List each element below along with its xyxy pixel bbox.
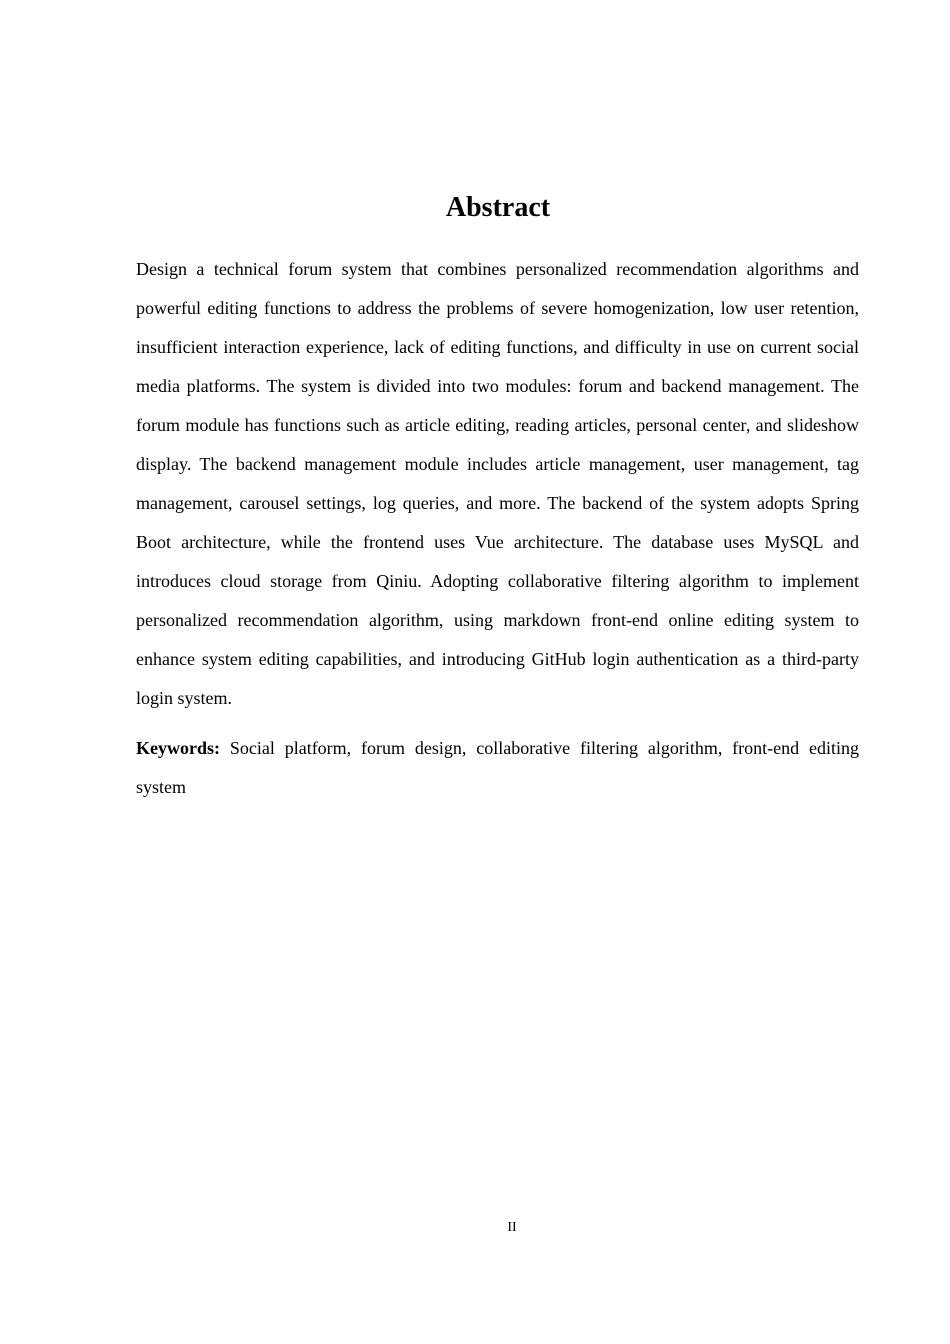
keywords-label: Keywords:: [136, 738, 220, 758]
abstract-body: Design a technical forum system that combines personalized recommendation algorithms and powerful editing functions to address the problems of severe homogenization, low user retention, insufficient interaction experience, lack of editing functions, and difficulty in use on current social media platforms. The system is divided into two modules: forum and backend management. The forum module has functions such as article editing, reading articles, personal center, and slideshow display. The backend management module includes article management, user management, tag management, carousel settings, log queries, and more. The backend of the system adopts Spring Boot architecture, while the frontend uses Vue architecture. The database uses MySQL and introduces cloud storage from Qiniu. Adopting collaborative filtering algorithm to implement personalized recommendation algorithm, using markdown front-end online editing system to enhance system editing capabilities, and introducing GitHub login authentication as a third-party login system.: [136, 259, 859, 708]
page-number: II: [507, 1220, 517, 1235]
page-title: Abstract: [445, 192, 551, 223]
keywords-paragraph: [136, 729, 859, 807]
keywords-text: Social platform, forum design, collaborative filtering algorithm, front-end editing system: [136, 738, 859, 797]
